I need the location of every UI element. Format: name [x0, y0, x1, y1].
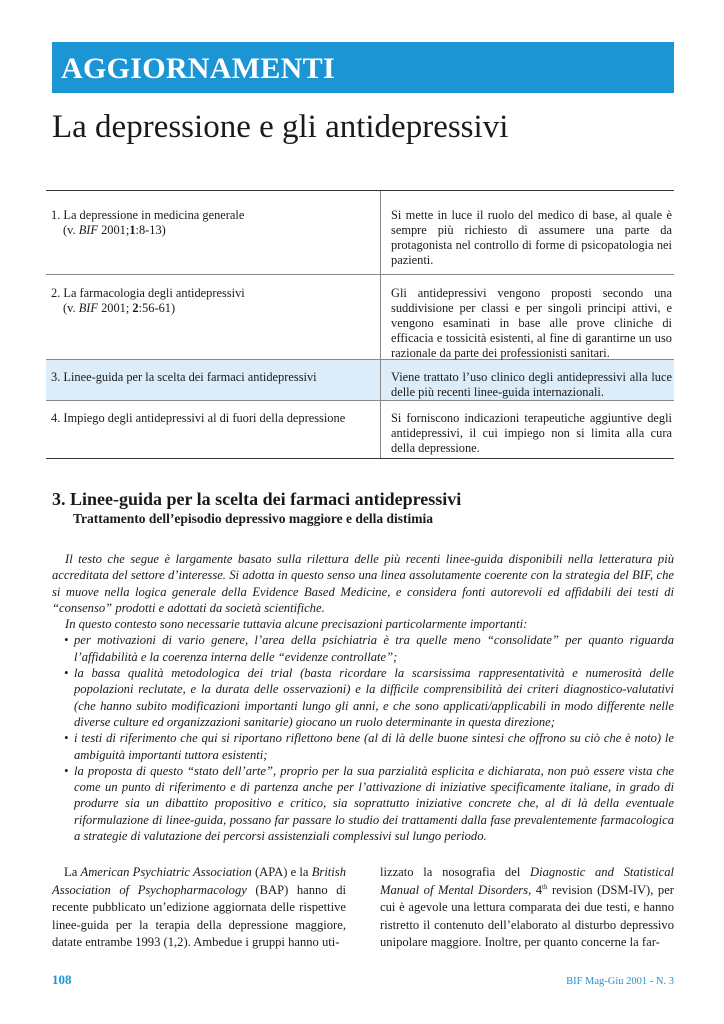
banner-label: AGGIORNAMENTI	[61, 52, 335, 85]
body-paragraph: La American Psychiatric Association (APA) e la British Association of Psychopharmacology (BAP) hanno di recente pubblicato un’edizione aggiornata delle rispettive linee-guida per la terapia della depressione maggiore, datate entrambe 1993 (1,2). Ambedue i gruppi hanno uti-	[52, 865, 347, 950]
intro-box	[52, 551, 674, 844]
intro-paragraph: Il testo che segue è largamente basato sulla rilettura delle più recenti linee-guida disponibili nella letteratura più accreditata del settore d’interesse. Si adotta in questo senso una linea assolutamente coerente con la strategia del BIF, che si muove nella logica generale della Evidence Based Medicine, e considera fonti autorevoli ed affidabili dei testi di “consenso” prodotti e adottati da società scientifiche.	[52, 552, 674, 615]
list-item: • per motivazioni di vario genere, l’area della psichiatria è tra quelle meno “consolidate” per quanto riguarda l’affidabilità e la coerenza interna delle “evidenze controllate”;	[64, 633, 674, 664]
section-banner	[52, 42, 674, 93]
list-item: • la proposta di questo “stato dell’arte”, proprio per la sua parzialità esplicita e dichiarata, non può essere vista che come un punto di riferimento e di partenza anche per l’attivazione di iniziative specificamente italiane, in grado di produrre sia un dibattito propositivo e critico, sia soprattutto iniziative concrete che, al di là della eventuale riformulazione di linee-guida, possano far passare lo studio dei trattamenti dalla fase prevalentemente farmacologica a strategie di valutazione dei percorsi assistenziali complessivi sul lungo periodo.	[64, 763, 674, 844]
body-column-right	[380, 864, 674, 952]
toc-entry-description: Si forniscono indicazioni terapeutiche aggiuntive degli antidepressivi, il cui impiego non si limita alla cura della depressione.	[391, 411, 672, 455]
toc-entry-label: 1. La depressione in medicina generale	[51, 208, 245, 222]
page-number: 108	[52, 972, 72, 987]
toc-entry-reference: (v. BIF 2001;1:8-13)	[63, 223, 166, 237]
journal-footer: BIF Mag-Giu 2001 - N. 3	[566, 976, 674, 987]
table-row	[46, 401, 674, 458]
list-item: • i testi di riferimento che qui si riportano riflettono bene (al di là delle buone sintesi che offrono su ciò che è noto) le ambiguità importanti tuttora esistenti;	[64, 731, 674, 762]
page-title: La depressione e gli antidepressivi	[52, 109, 509, 145]
table-row	[46, 275, 674, 360]
body-column-left	[52, 864, 346, 952]
toc-entry-title	[46, 360, 381, 400]
intro-paragraph: In questo contesto sono necessarie tuttavia alcune precisazioni particolarmente importanti:	[65, 617, 528, 632]
toc-entry-reference: (v. BIF 2001; 2:56-61)	[63, 301, 176, 315]
section-title: 3. Linee-guida per la scelta dei farmaci antidepressivi	[52, 489, 462, 509]
table-row-highlighted	[46, 360, 674, 401]
toc-entry-label: 4. Impiego degli antidepressivi al di fuori della depressione	[51, 411, 346, 425]
bullet-icon: •	[64, 763, 69, 778]
article-series-table	[46, 190, 674, 459]
toc-entry-description: Gli antidepressivi vengono proposti secondo una suddivisione per classi e per singoli principi attivi, e vengono esaminati in base alle prove cliniche di efficacia e tossicità esistenti, al fine di garantirne un uso razionale da parte dei professionisti sanitari.	[391, 286, 672, 360]
toc-entry-description: Si mette in luce il ruolo del medico di base, al quale è sempre più richiesto di assumere una parte da protagonista nel controllo di forme di psicopatologia nei pazienti.	[391, 208, 672, 267]
toc-entry-description: Viene trattato l’uso clinico degli antidepressivi alla luce delle più recenti linee-guida internazionali.	[391, 370, 672, 399]
bullet-icon: •	[64, 633, 69, 648]
bullet-icon: •	[64, 666, 69, 681]
toc-entry-title	[46, 401, 381, 458]
toc-entry-label: 2. La farmacologia degli antidepressivi	[51, 286, 245, 300]
toc-entry-title	[46, 275, 381, 359]
toc-entry-label: 3. Linee-guida per la scelta dei farmaci antidepressivi	[51, 370, 317, 384]
body-paragraph: lizzato la nosografia del Diagnostic and Statistical Manual of Mental Disorders, 4th revision (DSM-IV), per cui è agevole una lettura comparata dei due testi, e hanno ristretto il contenuto dell’elaborato al disturbo depressivo unipolare maggiore. Inoltre, per quanto concerne la far-	[380, 865, 674, 950]
intro-bullet-list	[52, 632, 674, 844]
bullet-icon: •	[64, 731, 69, 746]
list-item: • la bassa qualità metodologica dei trial (basta ricordare la scarsissima rappresentatività e numerosità delle popolazioni reclutate, e la durata delle osservazioni) e la difficile comprensibilità dei criteri diagnostico-valutativi (che hanno subito modificazioni importanti lungo gli anni, e che sono applicati/applicabili in modo differente nelle diverse culture ed organizzazioni sanitarie) giocano un ruolo determinante in questa direzione;	[64, 666, 674, 729]
section-subtitle: Trattamento dell’episodio depressivo maggiore e della distimia	[73, 511, 433, 526]
table-row	[46, 191, 674, 275]
toc-entry-title	[46, 191, 381, 274]
